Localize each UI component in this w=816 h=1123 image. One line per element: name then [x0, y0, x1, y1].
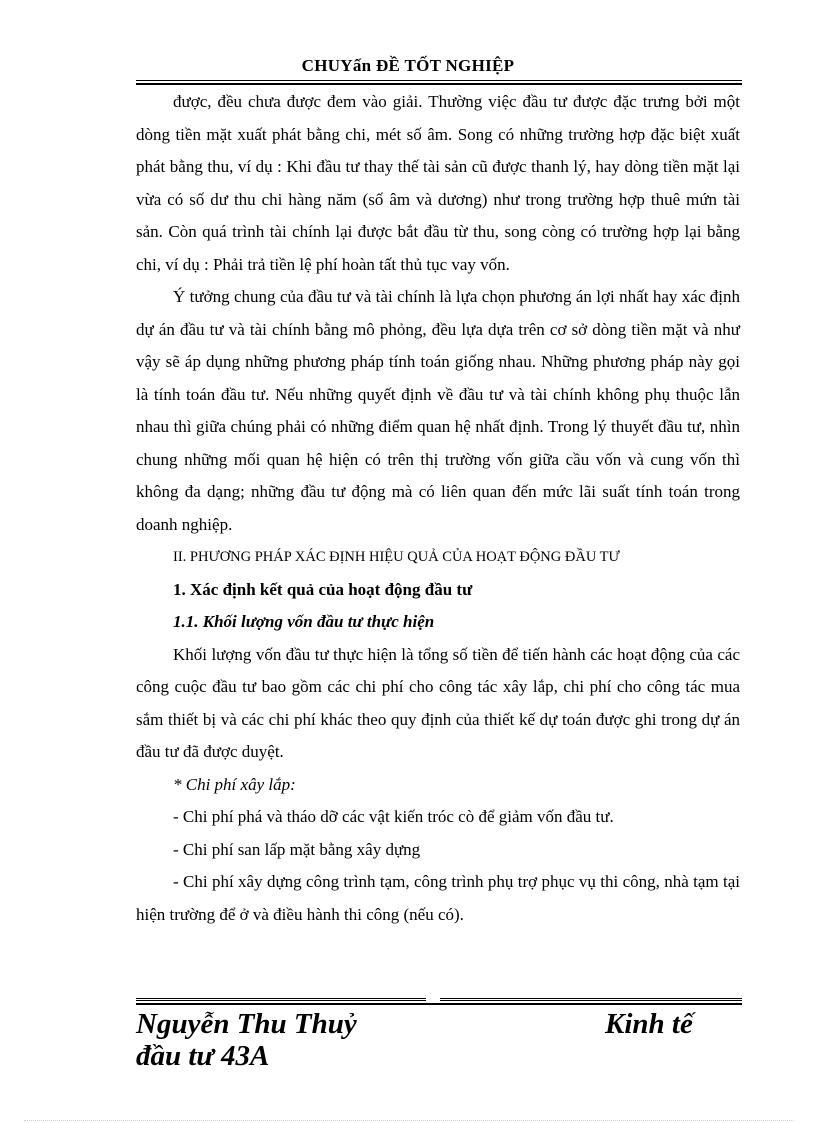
paragraph-idea: Ý tưởng chung của đầu tư và tài chính là lựa chọn phương án lợi nhất hay xác định dự án đầu tư và tài chính bằng mô phỏng, đều lựa dựa trên cơ sở dòng tiền mặt và như vậy sẽ áp dụng những phương pháp tính toán giống nhau. Những phương pháp này gọi là tính toán đầu tư. Nếu những quyết định về đầu tư và tài chính không phụ thuộc lẫn nhau thì giữa chúng phải có những điểm quan hệ nhất định. Trong lý thuyết đầu tư, nhìn chung những mối quan hệ hiện có trên thị trường vốn giữa cầu vốn và cung vốn thì không đa dạng; những đầu tư động mà có liên quan đến mức lãi suất tính toán trong doanh nghiệp. [136, 287, 740, 534]
subsection-heading: 1. Xác định kết quả của hoạt động đầu tư [173, 579, 473, 599]
paragraph-continuation: được, đều chưa được đem vào giải. Thường việc đầu tư được đặc trưng bởi một dòng tiền mặt xuất phát bằng chi, mét số âm. Song có những trường hợp đặc biệt xuất phát bằng thu, ví dụ : Khi đầu tư thay thế tài sản cũ được thanh lý, hay dòng tiền mặt lại vừa có số dư thu chi hàng năm (số âm và dương) như trong trường hợp thuê mứn tài sản. Còn quá trình tài chính lại được bắt đầu từ thu, song còng có trường hợp lại bằng chi, ví dụ : Phải trả tiền lệ phí hoàn tất thủ tục vay vốn. [136, 92, 740, 274]
header-rule-bottom [136, 83, 742, 85]
footer-class: đầu tư 43A [136, 1040, 270, 1072]
section-heading: II. PHƯƠNG PHÁP XÁC ĐỊNH HIỆU QUẢ CỦA HOẠT ĐỘNG ĐẦU TƯ [173, 549, 620, 565]
footer-author: Nguyễn Thu Thuỷ [136, 1008, 357, 1040]
page-edge-divider [24, 1120, 794, 1121]
footer-rule-right [440, 998, 742, 1001]
list-item: - Chi phí phá và tháo dỡ các vật kiến tróc cò để giảm vốn đầu tư. [173, 807, 614, 826]
footer-rule-left [136, 998, 426, 1001]
document-body [136, 86, 740, 931]
footer-department: Kinh tế [605, 1008, 693, 1040]
sub-subsection-heading: 1.1. Khối lượng vốn đầu tư thực hiện [173, 612, 435, 631]
list-item: - Chi phí xây dựng công trình tạm, công trình phụ trợ phục vụ thi công, nhà tạm tại hiện trường để ở và điều hành thi công (nếu có). [136, 872, 740, 924]
footer-rule-bottom [136, 1003, 742, 1005]
page-header-title: CHUYấn ĐỀ TỐT NGHIỆP [301, 56, 515, 75]
list-item: - Chi phí san lấp mặt bằng xây dựng [173, 839, 421, 859]
cost-label: * Chi phí xây lắp: [173, 774, 296, 794]
header-rule-top [136, 80, 742, 81]
paragraph-investment-volume: Khối lượng vốn đầu tư thực hiện là tổng số tiền để tiến hành các hoạt động của các công cuộc đầu tư bao gồm các chi phí cho công tác xây lắp, chi phí cho công tác mua sắm thiết bị và các chi phí khác theo quy định của thiết kế dự toán được ghi trong dự án đầu tư đã được duyệt. [136, 644, 740, 761]
